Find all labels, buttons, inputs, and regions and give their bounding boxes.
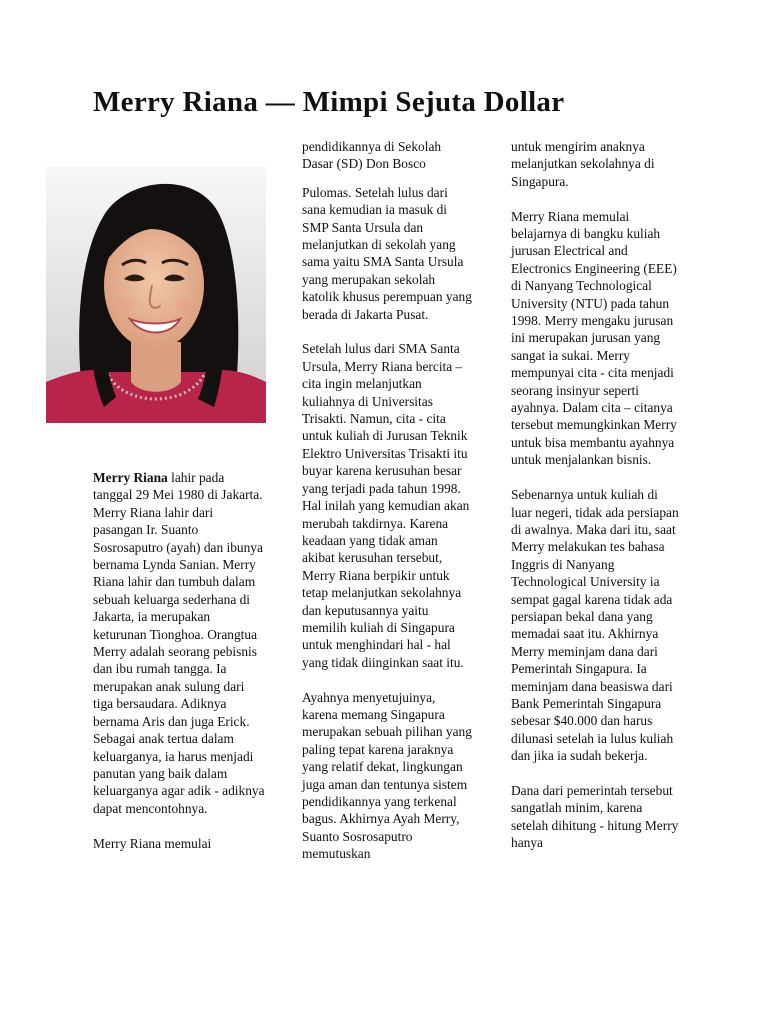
paragraph: Merry Riana memulai belajarnya di bangku kuliah jurusan Electrical and Electronics Engineering (EEE) di Nanyang Technological University (NTU) pada tahun 1998. Merry mengaku jurusan ini merupakan jurusan yang sangat ia sukai. Merry mempunyai cita - cita menjadi seorang insinyur seperti ayahnya. Dalam cita – citanya tersebut memungkinkan Merry untuk bisa membantu ayahnya untuk menjalankan bisnis. [511,208,677,468]
paragraph: Merry Riana memulai [93,835,212,851]
paragraph: Sebenarnya untuk kuliah di luar negeri, tidak ada persiapan di awalnya. Maka dari itu, saat Merry melakukan tes bahasa Inggris di Nanyang Technological University ia sempat gagal karena tidak ada persiapan bekal dana yang memadai saat itu. Akhirnya Merry meminjam dana dari Pemerintah Singapura. Ia meminjam dana beasiswa dari Bank Pemerintah Singapura sebesar $40.000 dan harus dilunasi setelah ia lulus kuliah dan jika ia sudah bekerja. [511,487,679,764]
text-column-2 [302,138,472,880]
text-column-1 [93,469,265,869]
paragraph: Ayahnya menyetujuinya, karena memang Singapura merupakan sebuah pilihan yang paling tepat karena jaraknya yang relatif dekat, lingkungan juga aman dan tentunya sistem pendidikannya yang terkenal bagus. Akhirnya Ayah Merry, Suanto Sosrosaputro memutuskan [302,689,472,862]
document-title: Merry Riana — Mimpi Sejuta Dollar [93,86,565,118]
paragraph: untuk mengirim anaknya melanjutkan sekolahnya di Singapura. [511,139,655,189]
paragraph: Setelah lulus dari SMA Santa Ursula, Merry Riana bercita –cita ingin melanjutkan kuliahnya di Universitas Trisakti. Namun, cita - cita untuk kuliah di Jurusan Teknik Elektro Universitas Trisakti itu buyar karena kerusuhan besar yang terjadi pada tahun 1998. Hal inilah yang kemudian akan merubah takdirnya. Karena keadaan yang tidak aman akibat kerusuhan tersebut, Merry Riana berpikir untuk tetap melanjutkan sekolahnya dan keputusannya yaitu memilih kuliah di Singapura untuk menghindari hal - hal yang tidak diinginkan saat itu. [302,341,470,670]
paragraph-text: lahir pada tanggal 29 Mei 1980 di Jakarta. Merry Riana lahir dari pasangan Ir. Suanto Sosrosaputro (ayah) dan ibunya bernama Lynda Sanian. Merry Riana lahir dan tumbuh dalam sebuah keluarga sederhana di Jakarta, ia merupakan keturunan Tionghoa. Orangtua Merry adalah seorang pebisnis dan ibu rumah tangga. Ia merupakan anak sulung dari tiga bersaudara. Adiknya bernama Aris dan juga Erick. Sebagai anak tertua dalam keluarganya, ia harus menjadi panutan yang baik dalam keluarganya agar adik - adiknya dapat mencontohnya. [93,470,265,816]
portrait-photo [46,167,266,423]
paragraph: pendidikannya di Sekolah Dasar (SD) Don Bosco [302,139,442,172]
paragraph [93,469,265,817]
text-column-3 [511,138,681,869]
paragraph: Pulomas. Setelah lulus dari sana kemudian ia masuk di SMP Santa Ursula dan melanjutkan di sekolah yang sama yaitu SMA Santa Ursula yang merupakan sekolah katolik khusus perempuan yang berada di Jakarta Pusat. [302,184,472,322]
paragraph: Dana dari pemerintah tersebut sangatlah minim, karena setelah dihitung - hitung Merry hanya [511,782,679,851]
subject-name: Merry Riana [93,470,168,485]
